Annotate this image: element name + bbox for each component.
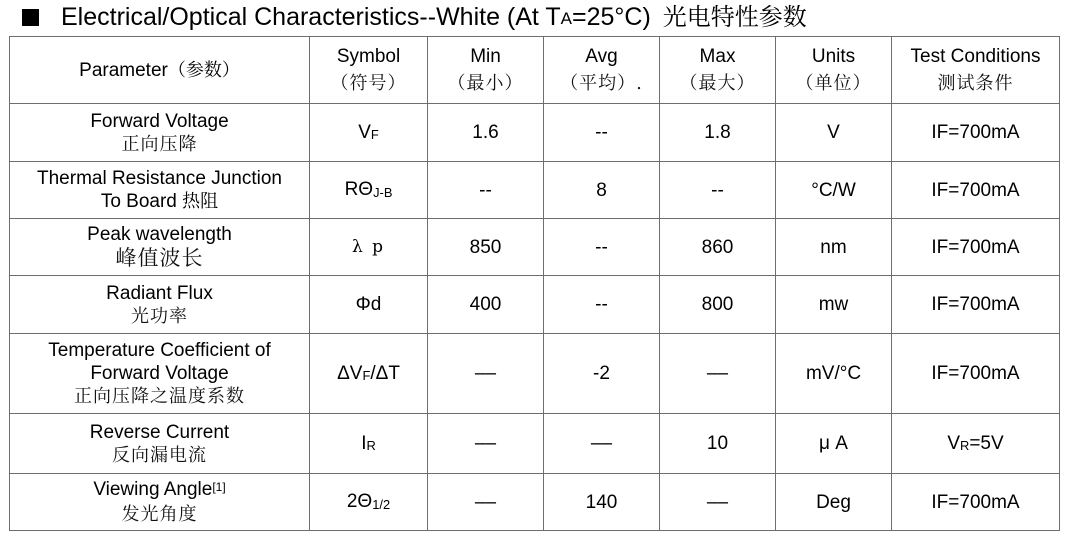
- max-cell: 860: [660, 219, 776, 276]
- min-cell: 850: [428, 219, 544, 276]
- units-cell: mw: [776, 276, 892, 334]
- units-cell: mV/°C: [776, 334, 892, 414]
- symbol-cell: λ p: [310, 219, 428, 276]
- table-row: [10, 276, 1060, 334]
- max-cell: ––: [660, 334, 776, 414]
- avg-cell: 8: [544, 162, 660, 219]
- max-cell: 10: [660, 414, 776, 474]
- units-cell: nm: [776, 219, 892, 276]
- title-subscript: A: [560, 9, 572, 29]
- max-cell: 1.8: [660, 104, 776, 162]
- units-cell: Deg: [776, 474, 892, 531]
- param-cell: Thermal Resistance Junction To Board 热阻: [10, 162, 310, 219]
- table-row: [10, 334, 1060, 414]
- symbol-cell: VF: [310, 104, 428, 162]
- table-row: [10, 414, 1060, 474]
- max-cell: --: [660, 162, 776, 219]
- avg-cell: ––: [544, 414, 660, 474]
- test-cell: IF=700mA: [892, 474, 1060, 531]
- test-cell: IF=700mA: [892, 219, 1060, 276]
- symbol-cell: ΔVF/ΔT: [310, 334, 428, 414]
- footnote-reference: [1]: [212, 480, 226, 494]
- avg-cell: 140: [544, 474, 660, 531]
- avg-cell: --: [544, 104, 660, 162]
- min-cell: 1.6: [428, 104, 544, 162]
- black-square-bullet-icon: [22, 9, 39, 26]
- header-parameter: Parameter（参数）: [10, 37, 310, 104]
- units-cell: V: [776, 104, 892, 162]
- table-row: [10, 162, 1060, 219]
- header-test-conditions: Test Conditions 测试条件: [892, 37, 1060, 104]
- max-cell: ––: [660, 474, 776, 531]
- symbol-cell: Φd: [310, 276, 428, 334]
- symbol-cell: IR: [310, 414, 428, 474]
- param-cell: Reverse Current 反向漏电流: [10, 414, 310, 474]
- header-max: Max （最大）: [660, 37, 776, 104]
- title-chinese: 光电特性参数: [662, 3, 807, 31]
- title-prefix: Electrical/Optical Characteristics--White (At T: [61, 3, 561, 31]
- avg-cell: --: [544, 276, 660, 334]
- test-cell: IF=700mA: [892, 104, 1060, 162]
- test-cell: IF=700mA: [892, 276, 1060, 334]
- min-cell: 400: [428, 276, 544, 334]
- min-cell: ––: [428, 474, 544, 531]
- header-avg: Avg （平均）.: [544, 37, 660, 104]
- header-min: Min （最小）: [428, 37, 544, 104]
- title-suffix: =25°C): [572, 3, 651, 31]
- symbol-cell: RΘJ-B: [310, 162, 428, 219]
- characteristics-table: [9, 36, 1060, 531]
- section-title: [22, 0, 807, 34]
- min-cell: ––: [428, 414, 544, 474]
- min-cell: --: [428, 162, 544, 219]
- table-row: [10, 219, 1060, 276]
- header-units: Units （单位）: [776, 37, 892, 104]
- avg-cell: -2: [544, 334, 660, 414]
- max-cell: 800: [660, 276, 776, 334]
- table-row: [10, 474, 1060, 531]
- avg-cell: --: [544, 219, 660, 276]
- param-cell: Radiant Flux 光功率: [10, 276, 310, 334]
- table-row: [10, 104, 1060, 162]
- header-symbol: Symbol （符号）: [310, 37, 428, 104]
- test-cell: IF=700mA: [892, 334, 1060, 414]
- param-cell: Temperature Coefficient of Forward Voltage 正向压降之温度系数: [10, 334, 310, 414]
- test-cell: VR=5V: [892, 414, 1060, 474]
- param-cell: Viewing Angle[1] 发光角度: [10, 474, 310, 531]
- param-cell: Peak wavelength 峰值波长: [10, 219, 310, 276]
- units-cell: °C/W: [776, 162, 892, 219]
- units-cell: μ A: [776, 414, 892, 474]
- test-cell: IF=700mA: [892, 162, 1060, 219]
- symbol-cell: 2Θ1/2: [310, 474, 428, 531]
- header-row: [10, 37, 1060, 104]
- param-cell: Forward Voltage 正向压降: [10, 104, 310, 162]
- min-cell: ––: [428, 334, 544, 414]
